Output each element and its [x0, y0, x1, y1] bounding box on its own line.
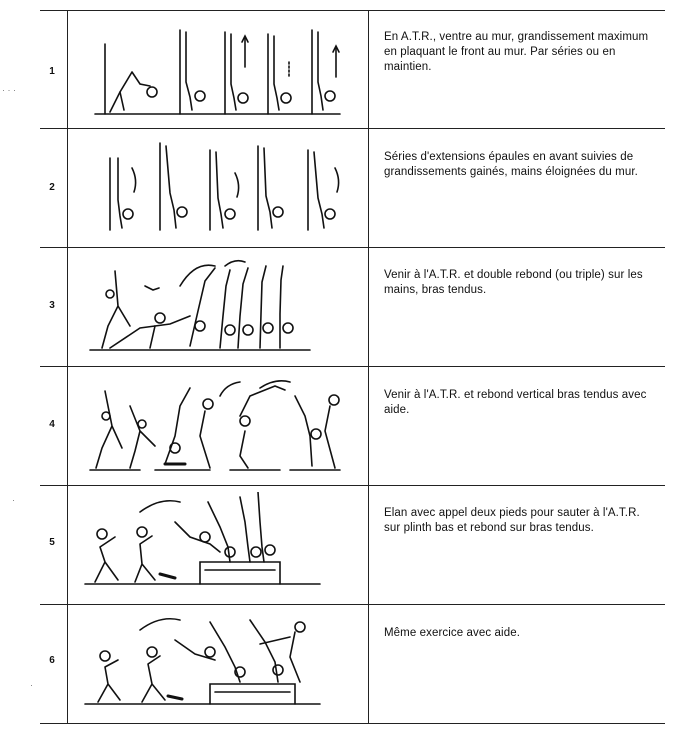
table-rule	[40, 10, 665, 11]
exercise-description: Venir à l'A.T.R. et double rebond (ou triple) sur les mains, bras tendus.	[384, 269, 643, 296]
column-divider	[368, 10, 369, 723]
table-rule	[40, 485, 665, 486]
scan-mark: ·	[30, 680, 33, 690]
exercise-description: Venir à l'A.T.R. et rebond vertical bras tendus avec aide.	[384, 389, 647, 416]
exercise-description: Séries d'extensions épaules en avant suivies de grandissements gainés, mains éloignées du mur.	[384, 151, 638, 178]
gymnast-handstand-against-wall-illustration	[80, 22, 365, 122]
gymnast-jump-to-handstand-on-low-box-illustration	[80, 492, 365, 592]
gymnast-shoulder-extension-wall-illustration	[80, 138, 365, 238]
row-number: 1	[49, 66, 55, 77]
exercise-description: Elan avec appel deux pieds pour sauter à l'A.T.R. sur plinth bas et rebond sur bras tendus.	[384, 507, 640, 534]
scan-mark: · · ·	[2, 85, 16, 95]
row-number: 6	[49, 655, 55, 666]
table-rule	[40, 128, 665, 129]
table-rule	[40, 604, 665, 605]
gymnast-handstand-double-rebound-illustration	[80, 256, 365, 358]
row-number: 2	[49, 182, 55, 193]
gymnast-handstand-rebound-with-spotter-illustration	[80, 376, 365, 476]
table-rule	[40, 723, 665, 724]
table-rule	[40, 366, 665, 367]
row-number: 4	[49, 419, 55, 430]
exercise-description: Même exercice avec aide.	[384, 627, 520, 639]
row-number: 3	[49, 300, 55, 311]
column-divider	[67, 10, 68, 723]
exercise-description: En A.T.R., ventre au mur, grandissement maximum en plaquant le front au mur. Par séries ou en maintien.	[384, 31, 649, 73]
scan-mark: ·	[12, 495, 15, 505]
gymnast-jump-to-handstand-with-spotter-illustration	[80, 612, 365, 712]
row-number: 5	[49, 537, 55, 548]
table-rule	[40, 247, 665, 248]
